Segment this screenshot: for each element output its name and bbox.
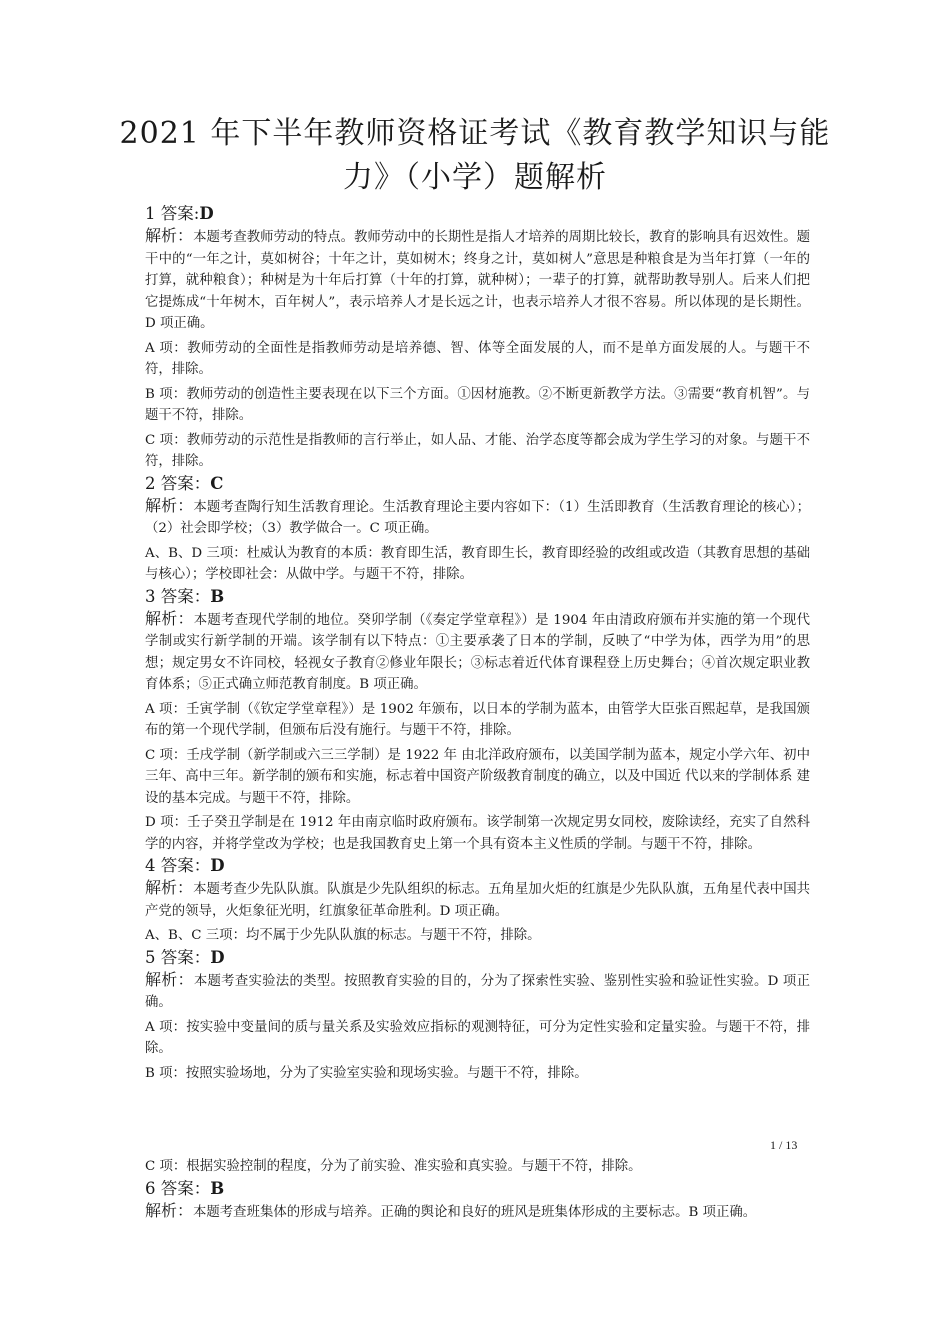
q6-analysis [145, 1200, 810, 1224]
q2-answer [145, 473, 810, 495]
q4-answer-num: 4 答案： [145, 856, 211, 875]
q2-option-abd: A、B、D 三项：杜威认为教育的本质：教育即生活，教育即生长，教育即经验的改组或改造（其教育思想的基础与核心）；学校即社会：从做中学。与题干不符，排除。 [145, 545, 810, 582]
q6-analysis-text: 本题考查班集体的形成与培养。正确的舆论和良好的班风是班集体形成的主要标志。B 项正确。 [193, 1204, 757, 1220]
q3-analysis-text: 本题考查现代学制的地位。癸卯学制（《奏定学堂章程》）是 1904 年由清政府颁布并实施的第一个现代学制或实行新学制的开端。该学制有以下特点：①主要承袭了日本的学制，反映了“中学为体，西学为用”的思想；规定男女不许同校，轻视女子教育②修业年限长；③标志着近代体育课程登上历史舞台；④首次规定职业教育体系；⑤正式确立师范教育制度。B 项正确。 [145, 612, 810, 692]
q4-analysis [145, 877, 810, 922]
title-line-2: 力》（小学）题解析 [343, 160, 607, 195]
page-content-continued [145, 1156, 810, 1223]
q1-option-b: B 项：教师劳动的创造性主要表现在以下三个方面。①因材施教。②不断更新教学方法。③需要“教育机智”。与题干不符，排除。 [145, 386, 810, 423]
q4-analysis-label: 解析： [145, 878, 194, 897]
q2-analysis-label: 解析： [145, 495, 194, 515]
q6-answer-letter: B [210, 1178, 225, 1198]
q5-analysis-label: 解析： [145, 969, 194, 989]
q1-answer-num: 1 答案: [145, 204, 200, 223]
q3-answer-letter: B [210, 586, 225, 606]
q2-analysis [145, 495, 810, 540]
q5-answer [145, 947, 810, 969]
q4-analysis-text: 本题考查少先队队旗。队旗是少先队组织的标志。五角星加火炬的红旗是少先队队旗，五角星代表中国共产党的领导，火炬象征光明，红旗象征革命胜利。D 项正确。 [145, 882, 810, 919]
page-number: 1 / 13 [770, 1138, 798, 1152]
q3-option-d: D 项：壬子癸丑学制是在 1912 年由南京临时政府颁布。该学制第一次规定男女同校，废除读经，充实了自然科学的内容，并将学堂改为学校；也是我国教育史上第一个具有资本主义性质的学制。与题干不符，排除。 [145, 815, 810, 852]
q1-analysis [145, 225, 810, 335]
page-content [145, 203, 810, 1084]
q5-option-c: C 项：根据实验控制的程度，分为了前实验、准实验和真实验。与题干不符，排除。 [145, 1159, 642, 1174]
q5-answer-num: 5 答案： [145, 947, 211, 967]
q6-analysis-label: 解析： [145, 1200, 194, 1220]
q5-analysis [145, 969, 810, 1014]
q2-answer-num: 2 答案： [145, 473, 211, 493]
q1-option-c: C 项：教师劳动的示范性是指教师的言行举止，如人品、才能、治学态度等都会成为学生学习的对象。与题干不符，排除。 [145, 432, 810, 469]
q1-option-a: A 项：教师劳动的全面性是指教师劳动是培养德、智、体等全面发展的人，而不是单方面发展的人。与题干不符，排除。 [145, 340, 810, 377]
document-title [60, 112, 890, 200]
q4-option-abc: A、B、C 三项：均不属于少先队队旗的标志。与题干不符，排除。 [145, 928, 541, 943]
q4-answer-letter: D [210, 856, 225, 875]
q5-analysis-text: 本题考查实验法的类型。按照教育实验的目的，分为了探索性实验、鉴别性实验和验证性实验。D 项正确。 [145, 973, 810, 1010]
q6-answer [145, 1178, 810, 1200]
q5-option-b: B 项：按照实验场地，分为了实验室实验和现场实验。与题干不符，排除。 [145, 1065, 588, 1081]
q4-answer [145, 855, 810, 877]
q1-answer [145, 203, 810, 225]
title-line-1: 2021 年下半年教师资格证考试《教育教学知识与能 [119, 116, 831, 151]
q3-answer [145, 586, 810, 608]
q1-answer-letter: D [199, 204, 214, 223]
q1-analysis-label: 解析： [145, 226, 194, 245]
q3-analysis-label: 解析： [145, 608, 194, 628]
q3-option-a: A 项：壬寅学制（《钦定学堂章程》）是 1902 年颁布，以日本的学制为蓝本，由管学大臣张百熙起草，是我国颁布的第一个现代学制，但颁布后没有施行。与题干不符，排除。 [145, 701, 810, 738]
q2-answer-letter: C [210, 473, 224, 493]
q3-answer-num: 3 答案： [145, 586, 211, 606]
q1-analysis-text: 本题考查教师劳动的特点。教师劳动中的长期性是指人才培养的周期比较长，教育的影响具有迟效性。题干中的“一年之计，莫如树谷；十年之计，莫如树木；终身之计，莫如树人”意思是种粮食是为当年打算（一年的打算，就种粮食）；种树是为十年后打算（十年的打算，就种树）；一辈子的打算，就帮助教导别人。后来人们把它提炼成“十年树木，百年树人”，表示培养人才是长远之计，也表示培养人才很不容易。所以体现的是长期性。D 项正确。 [145, 230, 810, 331]
q3-option-c: C 项：壬戌学制（新学制或六三三学制）是 1922 年 由北洋政府颁布，以美国学制为蓝本，规定小学六年、初中三年、高中三年。新学制的颁布和实施，标志着中国资产阶级教育制度的确立，以及中国近 代以来的学制体系 建设的基本完成。与题干不符，排除。 [145, 747, 810, 806]
q5-answer-letter: D [210, 947, 225, 967]
q3-analysis [145, 608, 810, 696]
q5-option-a: A 项：按实验中变量间的质与量关系及实验效应指标的观测特征，可分为定性实验和定量实验。与题干不符，排除。 [145, 1019, 810, 1056]
q2-analysis-text: 本题考查陶行知生活教育理论。生活教育理论主要内容如下：（1）生活即教育（生活教育理论的核心）；（2）社会即学校；（3）教学做合一。C 项正确。 [145, 499, 810, 536]
q6-answer-num: 6 答案： [145, 1178, 211, 1198]
